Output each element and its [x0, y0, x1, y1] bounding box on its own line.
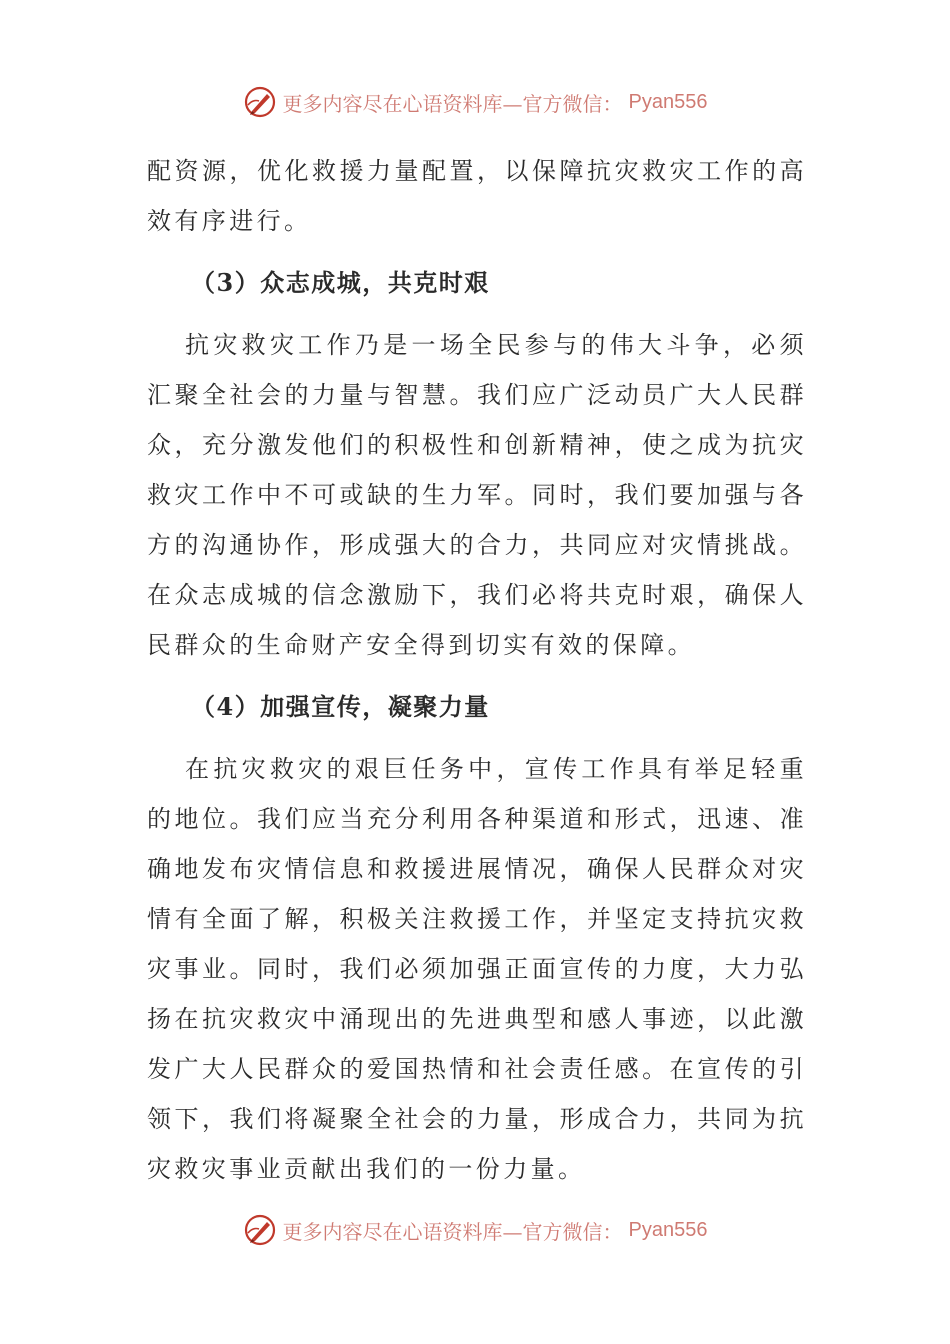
- header-watermark: [0, 82, 950, 122]
- section-heading-3: （3）众志成城，共克时艰: [191, 268, 490, 297]
- watermark-text: 更多内容尽在心语资料库—官方微信：: [282, 91, 623, 116]
- watermark-wechat-id: Pyan556: [628, 90, 708, 113]
- paragraph-publicity: 在抗灾救灾的艰巨任务中，宣传工作具有举足轻重的地位。我们应当充分利用各种渠道和形式，迅速、准确地发布灾情信息和救援进展情况，确保人民群众对灾情有全面了解，积极关注救援工作，并坚定支持抗灾救灾事业。同时，我们必须加强正面宣传的力度，大力弘扬在抗灾救灾中涌现出的先进典型和感人事迹，以此激发广大人民群众的爱国热情和社会责任感。在宣传的引领下，我们将凝聚全社会的力量，形成合力，共同为抗灾救灾事业贡献出我们的一份力量。: [147, 755, 807, 1183]
- document-body: [147, 146, 807, 1194]
- section-heading-4: （4）加强宣传，凝聚力量: [191, 692, 490, 721]
- watermark-wechat-id: Pyan556: [628, 1218, 708, 1241]
- paragraph-unity: 抗灾救灾工作乃是一场全民参与的伟大斗争，必须汇聚全社会的力量与智慧。我们应广泛动员广大人民群众，充分激发他们的积极性和创新精神，使之成为抗灾救灾工作中不可或缺的生力军。同时，我们要加强与各方的沟通协作，形成强大的合力，共同应对灾情挑战。在众志成城的信念激励下，我们必将共克时艰，确保人民群众的生命财产安全得到切实有效的保障。: [147, 331, 807, 659]
- watermark-text: 更多内容尽在心语资料库—官方微信：: [282, 1219, 623, 1244]
- footer-watermark: [0, 1210, 950, 1250]
- paragraph-continuation: 配资源，优化救援力量配置，以保障抗灾救灾工作的高效有序进行。: [147, 157, 807, 235]
- pen-circle-logo-icon: [243, 85, 277, 119]
- pen-circle-logo-icon: [243, 1213, 277, 1247]
